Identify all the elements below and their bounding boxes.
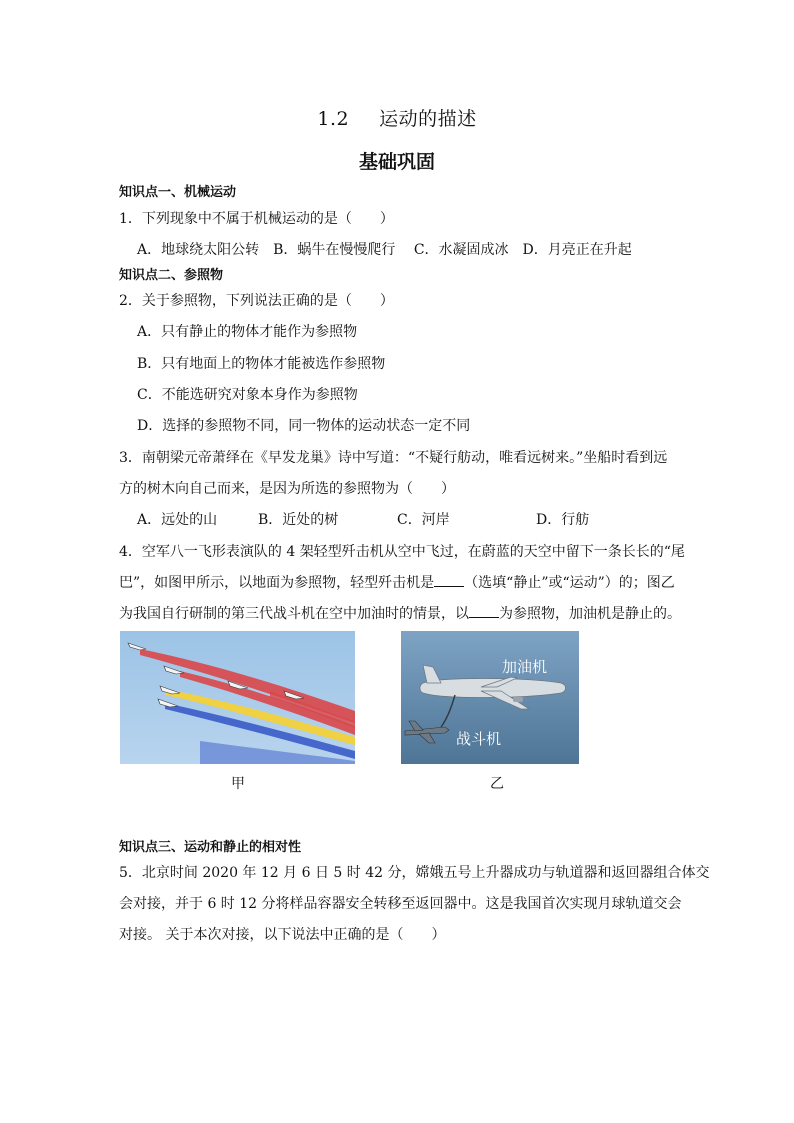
question-5-line-3: 对接。 关于本次对接，以下说法中正确的是（ ）	[119, 927, 446, 943]
question-2-stem: 2．关于参照物，下列说法正确的是（ ）	[119, 293, 394, 309]
question-2-option-c: C．不能选研究对象本身作为参照物	[137, 387, 358, 403]
question-3-line-1: 3．南朝梁元帝萧绎在《早发龙巢》诗中写道：“不疑行舫动，唯看远树来。”坐船时看到远	[119, 450, 668, 466]
question-2-option-d: D．选择的参照物不同，同一物体的运动状态一定不同	[137, 418, 471, 434]
image-jia-jets-smoke	[120, 631, 355, 764]
jets-smoke-illustration	[120, 631, 355, 764]
section-heading-3: 知识点三、运动和静止的相对性	[119, 840, 302, 855]
question-2-option-a: A．只有静止的物体才能作为参照物	[137, 324, 358, 340]
section-heading-1: 知识点一、机械运动	[119, 185, 237, 200]
question-4-line-1: 4．空军八一飞形表演队的 4 架轻型歼击机从空中飞过，在蔚蓝的天空中留下一条长长的“尾	[119, 544, 685, 560]
label-fighter: 战斗机	[456, 730, 502, 748]
label-tanker: 加油机	[502, 658, 548, 676]
answer-blank-1[interactable]	[434, 574, 464, 587]
page-title	[0, 104, 794, 131]
question-4-line-2a: 巴”，如图甲所示，以地面为参照物，轻型歼击机是	[119, 575, 435, 591]
page-subtitle: 基础巩固	[358, 151, 435, 173]
refueling-illustration	[401, 631, 579, 764]
question-5-line-2: 会对接，并于 6 时 12 分将样品容器安全转移至返回器中。这是我国首次实现月球轨道交会	[119, 896, 682, 912]
question-2-option-b: B．只有地面上的物体才能被选作参照物	[137, 356, 386, 372]
section-heading-2: 知识点二、参照物	[119, 268, 224, 283]
question-3-option-b: B．近处的树	[258, 512, 339, 528]
image-yi-aerial-refueling	[401, 631, 579, 764]
question-3-option-d: D．行舫	[536, 512, 590, 528]
question-1-options: A．地球绕太阳公转 B．蜗牛在慢慢爬行 C．水凝固成冰 D．月亮正在升起	[137, 242, 632, 258]
question-4-line-2	[119, 572, 675, 592]
question-4-line-3a: 为我国自行研制的第三代战斗机在空中加油时的情景，以	[119, 606, 469, 622]
title-text: 运动的描述	[379, 108, 477, 130]
image-yi-caption: 乙	[490, 776, 504, 792]
image-jia-caption: 甲	[231, 776, 245, 792]
question-5-line-1: 5．北京时间 2020 年 12 月 6 日 5 时 42 分，嫦娥五号上升器成功与轨道器和返回器组合体交	[119, 865, 710, 881]
question-3-option-c: C．河岸	[397, 512, 450, 528]
question-3-option-a: A．远处的山	[137, 512, 218, 528]
question-1-stem: 1．下列现象中不属于机械运动的是（ ）	[119, 211, 394, 227]
title-number: 1.2	[317, 108, 350, 130]
question-4-line-2b: （选填“静止”或“运动”）的；图乙	[464, 575, 675, 591]
answer-blank-2[interactable]	[469, 605, 499, 618]
question-4-line-3	[119, 603, 681, 623]
question-4-line-3b: 为参照物，加油机是静止的。	[499, 606, 681, 622]
question-3-line-2: 方的树木向自己而来，是因为所选的参照物为（ ）	[119, 481, 455, 497]
